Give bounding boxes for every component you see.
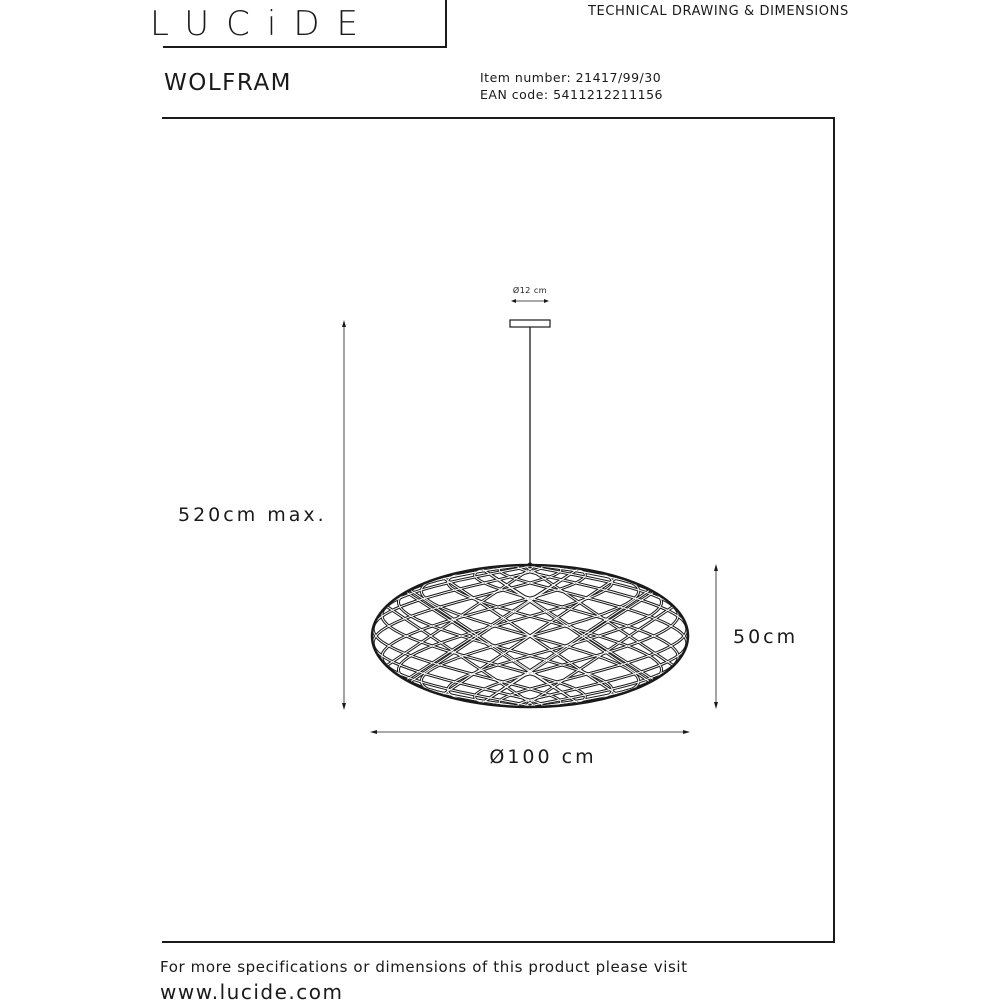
product-name: WOLFRAM [164, 70, 293, 96]
total-height-label: 520cm max. [178, 504, 327, 526]
ean-code: EAN code: 5411212211156 [480, 87, 663, 102]
footer-note: For more specifications or dimensions of this product please visit [160, 958, 688, 976]
shade-height-arrow-top [714, 564, 718, 571]
total-height-arrow-top [342, 320, 346, 327]
item-number: Item number: 21417/99/30 [480, 70, 662, 85]
shade-diameter-arrow-right [683, 730, 690, 734]
shade-height-arrow-bottom [714, 702, 718, 709]
canopy-arrow-right [544, 299, 549, 303]
canopy-diameter-label: Ø12 cm [512, 286, 548, 295]
shade-height-label: 50cm [733, 626, 799, 648]
canopy-arrow-left [511, 299, 516, 303]
canopy [510, 320, 550, 327]
lamp-shade [372, 565, 688, 707]
brand-logo: LUCiDE [150, 4, 375, 44]
shade-diameter-label: Ø100 cm [489, 746, 597, 768]
total-height-arrow-bottom [342, 703, 346, 710]
shade-diameter-arrow-left [370, 730, 377, 734]
document-type: TECHNICAL DRAWING & DIMENSIONS [588, 4, 849, 19]
website-link[interactable]: www.lucide.com [160, 980, 344, 1004]
